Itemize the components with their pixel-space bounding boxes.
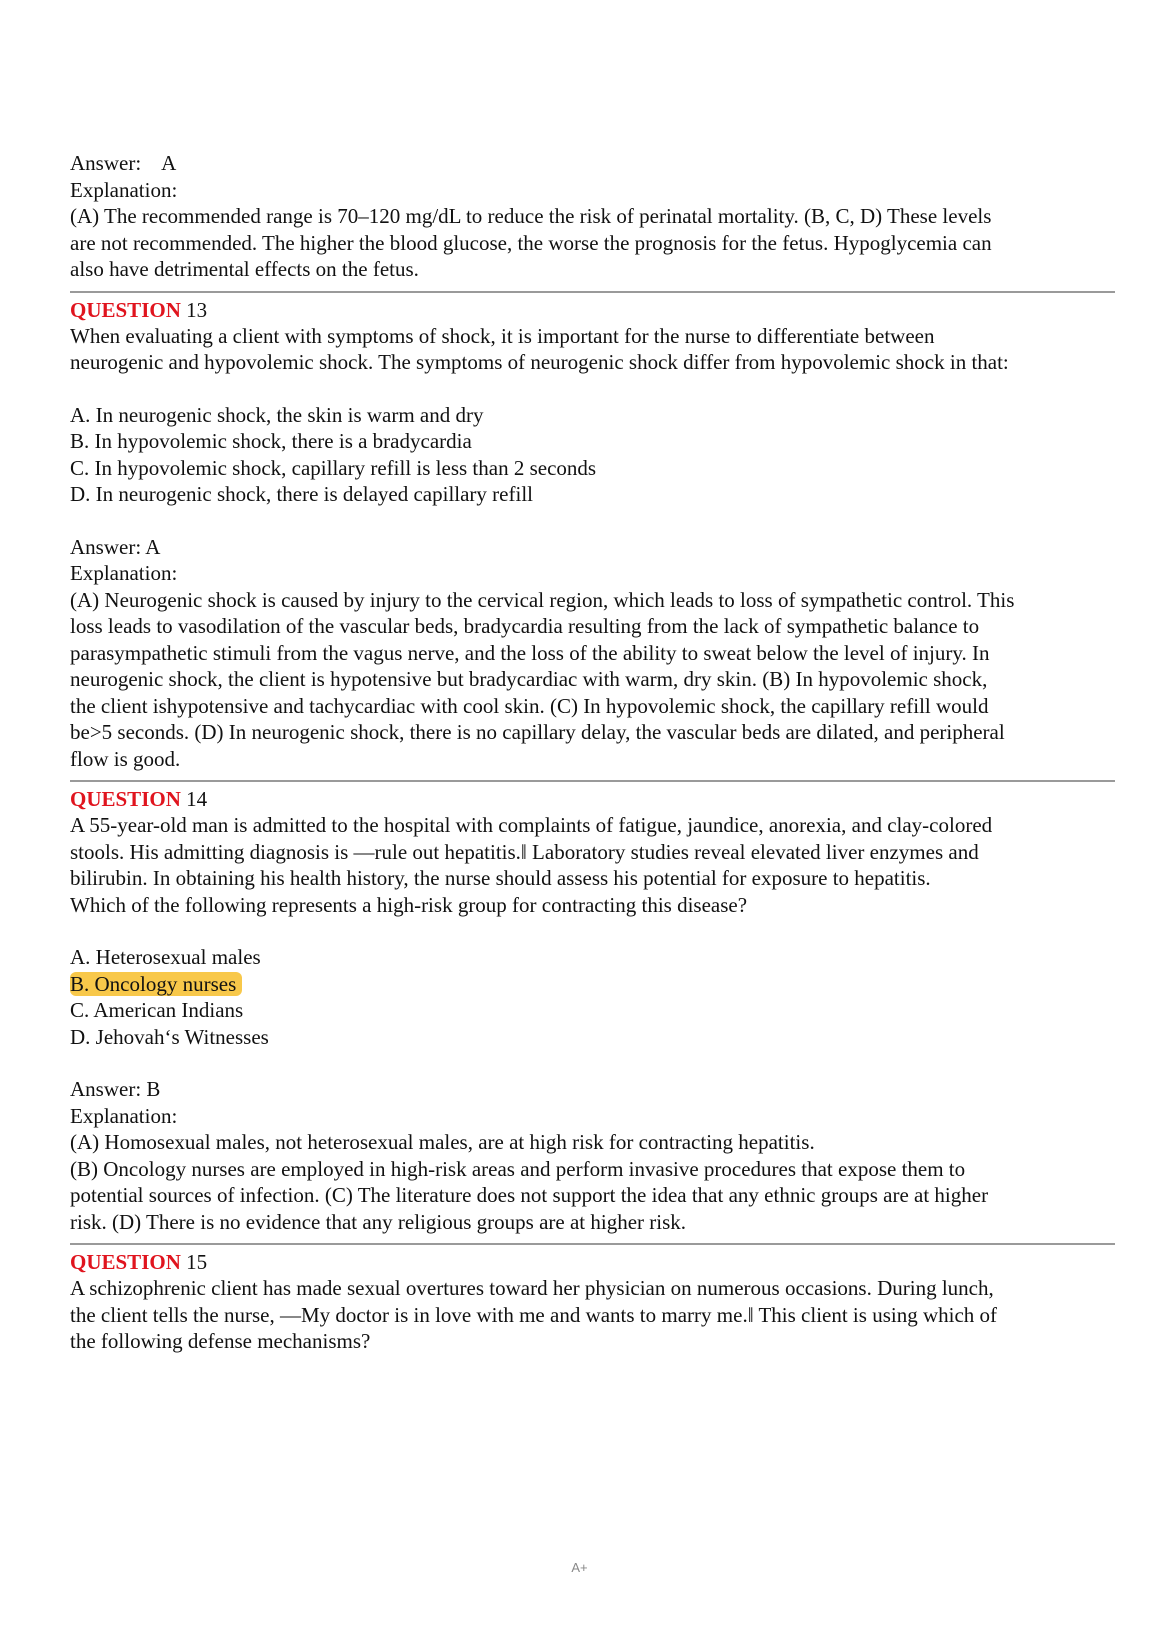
answer: Answer: A <box>70 534 161 559</box>
prev-answer-block <box>70 150 1115 283</box>
explanation-line: (A) The recommended range is 70–120 mg/dL to reduce the risk of perinatal mortality. (B, C, D) These levels <box>70 204 992 228</box>
answer-value: A <box>161 151 177 175</box>
question-stem-line: A schizophrenic client has made sexual overtures toward her physician on numerous occasions. During lunch, <box>70 1276 994 1300</box>
highlight: B. Oncology nurses <box>70 972 242 996</box>
explanation-label: Explanation: <box>70 1103 178 1128</box>
question-13 <box>70 297 1115 773</box>
question-stem-line: neurogenic and hypovolemic shock. The symptoms of neurogenic shock differ from hypovolemic shock in that: <box>70 350 1009 374</box>
question-stem-line: When evaluating a client with symptoms of shock, it is important for the nurse to differentiate between <box>70 323 935 348</box>
explanation-line: flow is good. <box>70 746 181 771</box>
divider <box>70 780 1115 782</box>
question-label: QUESTION <box>70 297 181 322</box>
explanation-line: are not recommended. The higher the blood glucose, the worse the prognosis for the fetus. Hypoglycemia can <box>70 230 992 255</box>
option-b-highlighted <box>70 971 1115 998</box>
option-a: A. In neurogenic shock, the skin is warm and dry <box>70 402 484 427</box>
document-page <box>70 150 1115 1355</box>
explanation-line: potential sources of infection. (C) The literature does not support the idea that any ethnic groups are at higher <box>70 1183 989 1207</box>
question-number: 13 <box>186 297 208 322</box>
explanation-line: (A) Neurogenic shock is caused by injury to the cervical region, which leads to loss of sympathetic control. This <box>70 587 1015 612</box>
question-stem-line: A 55-year-old man is admitted to the hospital with complaints of fatigue, jaundice, anorexia, and clay-colored <box>70 813 993 837</box>
question-stem-line: the following defense mechanisms? <box>70 1329 371 1353</box>
option-c: C. American Indians <box>70 998 244 1022</box>
answer: Answer: B <box>70 1077 161 1101</box>
explanation-line: neurogenic shock, the client is hypotensive but bradycardiac with warm, dry skin. (B) In hypovolemic shock, <box>70 667 988 691</box>
explanation-line: also have detrimental effects on the fetus. <box>70 257 419 281</box>
question-14 <box>70 786 1115 1235</box>
explanation-line: loss leads to vasodilation of the vascular beds, bradycardia resulting from the lack of sympathetic balance to <box>70 614 980 638</box>
option-c: C. In hypovolemic shock, capillary refill is less than 2 seconds <box>70 455 597 480</box>
question-label: QUESTION <box>70 1250 181 1274</box>
divider <box>70 1243 1115 1245</box>
question-label: QUESTION <box>70 787 181 811</box>
question-stem-line: Which of the following represents a high-risk group for contracting this disease? <box>70 892 748 917</box>
question-15 <box>70 1249 1115 1355</box>
question-stem-line: the client tells the nurse, ―My doctor is in love with me and wants to marry me.‖ This client is using which of <box>70 1302 998 1327</box>
option-d: D. Jehovah‘s Witnesses <box>70 1024 269 1049</box>
question-number: 15 <box>186 1250 208 1274</box>
question-stem-line: bilirubin. In obtaining his health history, the nurse should assess his potential for exposure to hepatitis. <box>70 866 931 890</box>
divider <box>70 291 1115 293</box>
question-heading <box>70 1249 1115 1275</box>
explanation-line: (B) Oncology nurses are employed in high-risk areas and perform invasive procedures that expose them to <box>70 1156 966 1181</box>
answer-label: Answer: <box>70 151 142 175</box>
option-d: D. In neurogenic shock, there is delayed capillary refill <box>70 482 533 506</box>
explanation-line: (A) Homosexual males, not heterosexual males, are at high risk for contracting hepatitis. <box>70 1130 815 1154</box>
explanation-line: be>5 seconds. (D) In neurogenic shock, there is no capillary delay, the vascular beds are dilated, and peripheral <box>70 720 1005 744</box>
question-number: 14 <box>186 787 208 811</box>
prev-answer <box>70 150 1115 177</box>
explanation-line: the client ishypotensive and tachycardiac with cool skin. (C) In hypovolemic shock, the capillary refill would <box>70 693 989 718</box>
question-stem-line: stools. His admitting diagnosis is ―rule out hepatitis.‖ Laboratory studies reveal elevated liver enzymes and <box>70 839 979 864</box>
explanation-line: risk. (D) There is no evidence that any religious groups are at higher risk. <box>70 1209 687 1234</box>
explanation-line: parasympathetic stimuli from the vagus nerve, and the loss of the ability to sweat below the level of injury. In <box>70 640 990 665</box>
question-heading <box>70 297 1115 323</box>
option-a: A. Heterosexual males <box>70 945 261 969</box>
question-heading <box>70 786 1115 812</box>
explanation-label: Explanation: <box>70 561 178 585</box>
option-b: B. In hypovolemic shock, there is a bradycardia <box>70 429 472 453</box>
page-footer: A+ <box>571 1560 588 1575</box>
explanation-label: Explanation: <box>70 177 178 202</box>
